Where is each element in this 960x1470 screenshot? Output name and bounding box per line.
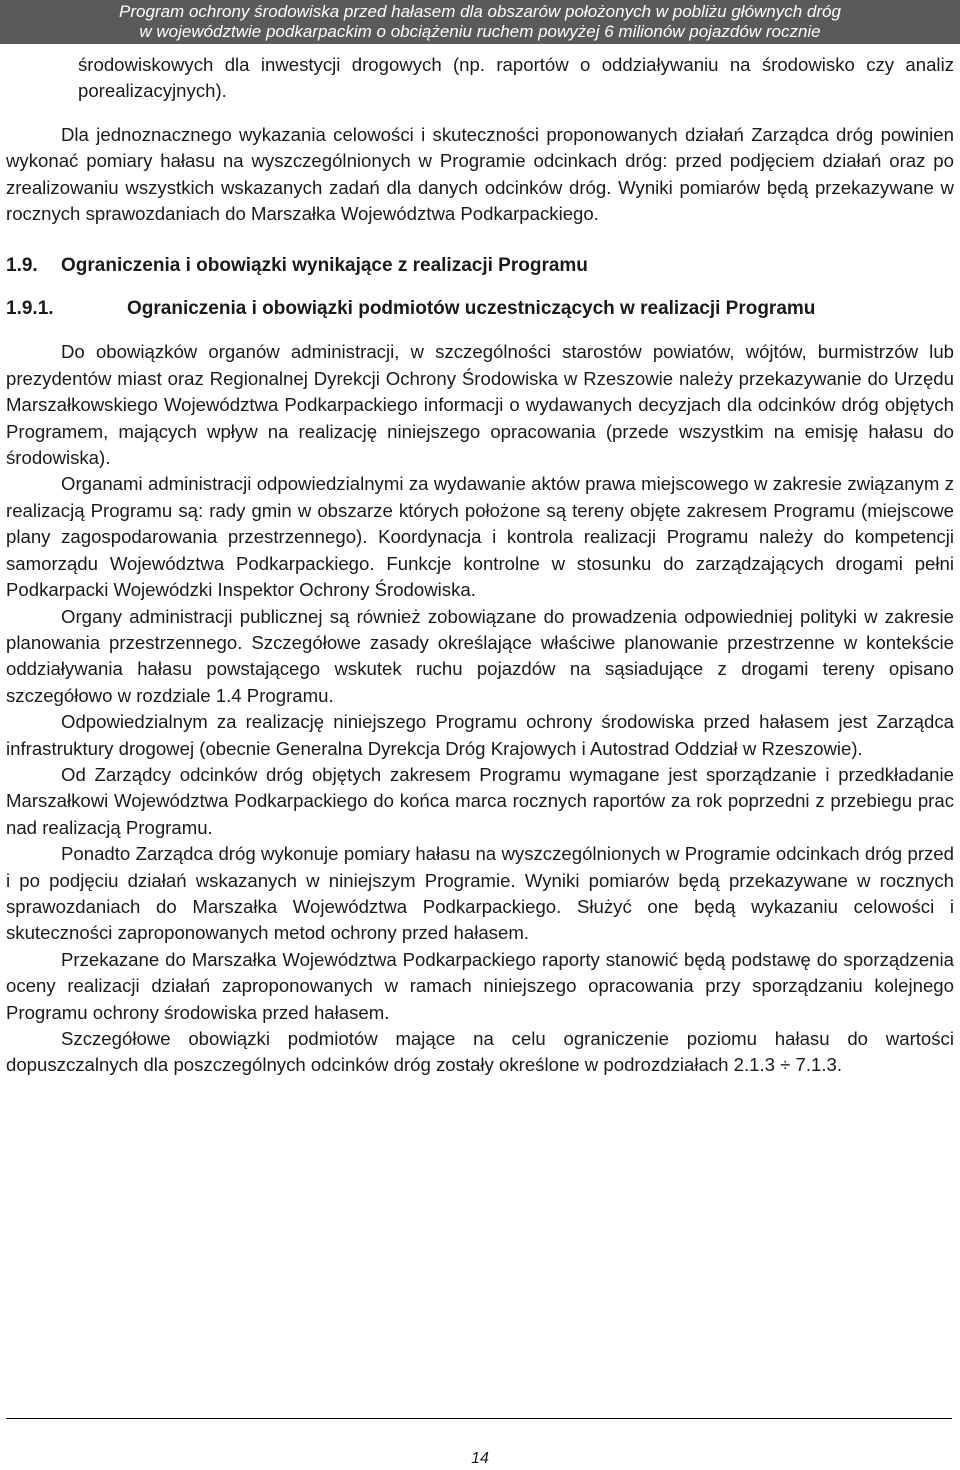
subsection-heading: [6, 295, 954, 323]
body-paragraph: Ponadto Zarządca dróg wykonuje pomiary hałasu na wyszczególnionych w Programie odcinkach dróg przed i po podjęciu działań wskazanych w niniejszym Programie. Wyniki pomiarów będą przekazywane w rocznych sprawozdaniach do Marszałka Województwa Podkarpackiego. Służyć one będą wykazaniu celowości i skuteczności zaproponowanych metod ochrony przed hałasem.: [6, 843, 954, 944]
body-paragraph: Organy administracji publicznej są również zobowiązane do prowadzenia odpowiedniej polityki w zakresie planowania przestrzennego. Szczegółowe zasady określające właściwe planowanie przestrzenne w kontekście oddziaływania hałasu powstającego wskutek ruchu pojazdów na sąsiadujące z drogami tereny opisano szczegółowo w rozdziale 1.4 Programu.: [6, 605, 954, 706]
section-number: 1.9.: [6, 255, 38, 277]
header-line-1: Program ochrony środowiska przed hałasem dla obszarów położonych w pobliżu głównych dróg: [119, 2, 841, 21]
body-paragraph: Szczegółowe obowiązki podmiotów mające na celu ograniczenie poziomu hałasu do wartości dopuszczalnych dla poszczególnych odcinków dróg zostały określone w podrozdziałach 2.1.3 ÷ 7.1.3.: [6, 1028, 954, 1076]
subsection-number: 1.9.1.: [6, 298, 54, 320]
header-line-2: w województwie podkarpackim o obciążeniu ruchem powyżej 6 milionów pojazdów rocznie: [139, 22, 821, 41]
body-paragraph: Do obowiązków organów administracji, w szczególności starostów powiatów, wójtów, burmistrzów lub prezydentów miast oraz Regionalnej Dyrekcji Ochrony Środowiska w Rzeszowie należy przekazywanie do Urzędu Marszałkowskiego Województwa Podkarpackiego informacji o wydawanych decyzjach dla odcinków dróg objętych Programem, mających wpływ na realizację niniejszego opracowania (przede wszystkim na emisję hałasu do środowiska).: [6, 341, 954, 469]
running-header: [0, 0, 960, 44]
subsection-title: Ograniczenia i obowiązki podmiotów uczestniczących w realizacji Programu: [127, 298, 816, 320]
body-paragraph: Organami administracji odpowiedzialnymi za wydawanie aktów prawa miejscowego w zakresie związanym z realizacją Programu są: rady gmin w obszarze których położone są tereny objęte zakresem Programu (miejscowe plany zagospodarowania przestrzennego). Koordynacja i kontrola realizacji Programu należy do kompetencji samorządu Województwa Podkarpackiego. Funkcje kontrolne w stosunku do zarządzających drogami pełni Podkarpacki Wojewódzki Inspektor Ochrony Środowiska.: [6, 473, 954, 601]
continued-paragraph: środowiskowych dla inwestycji drogowych (np. raportów o oddziaływaniu na środowisko czy analiz porealizacyjnych).: [78, 54, 954, 102]
footer-divider: [6, 1418, 952, 1419]
page-number: 14: [471, 1450, 489, 1467]
body-paragraph: Od Zarządcy odcinków dróg objętych zakresem Programu wymagane jest sporządzanie i przedkładanie Marszałkowi Województwa Podkarpackiego do końca marca rocznych raportów za rok poprzedni z przebiegu prac nad realizacją Programu.: [6, 763, 954, 838]
body-paragraph: Odpowiedzialnym za realizację niniejszego Programu ochrony środowiska przed hałasem jest Zarządca infrastruktury drogowej (obecnie Generalna Dyrekcja Dróg Krajowych i Autostrad Oddział w Rzeszowie).: [6, 711, 954, 759]
section-title: Ograniczenia i obowiązki wynikające z realizacji Programu: [61, 255, 588, 277]
body-paragraph: Przekazane do Marszałka Województwa Podkarpackiego raporty stanowić będą podstawę do sporządzenia oceny realizacji działań zaproponowanych w ramach niniejszego opracowania przy sporządzaniu kolejnego Programu ochrony środowiska przed hałasem.: [6, 948, 954, 1023]
monitoring-paragraph: Dla jednoznacznego wykazania celowości i skuteczności proponowanych działań Zarządca dróg powinien wykonać pomiary hałasu na wyszczególnionych w Programie odcinkach dróg: przed podjęciem działań oraz po zrealizowaniu wszystkich wskazanych zadań dla danych odcinków dróg. Wyniki pomiarów będą przekazywane w rocznych sprawozdaniach do Marszałka Województwa Podkarpackiego.: [6, 123, 954, 225]
page-content: [6, 52, 954, 1079]
section-heading: [6, 253, 954, 279]
